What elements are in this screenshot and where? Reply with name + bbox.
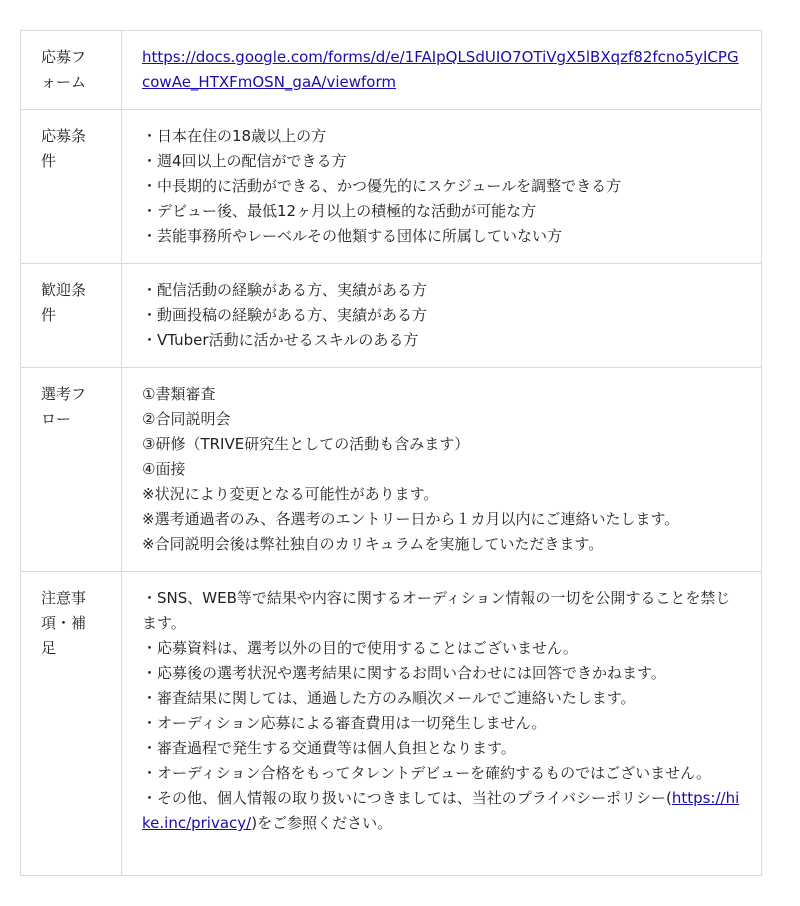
condition-item: ・中長期的に活動ができる、かつ優先的にスケジュールを調整できる方 — [142, 177, 622, 195]
privacy-suffix: )をご参照ください。 — [251, 814, 393, 832]
value-cell — [122, 110, 762, 264]
value-cell — [122, 31, 762, 110]
condition-item: ・日本在住の18歳以上の方 — [142, 127, 327, 145]
label-cell — [21, 368, 122, 572]
note-item: ・応募資料は、選考以外の目的で使用することはございません。 — [142, 639, 578, 657]
note-item: ・オーディション合格をもってタレントデビューを確約するものではございません。 — [142, 764, 712, 782]
label-cell — [21, 110, 122, 264]
value-cell — [122, 572, 762, 876]
row-notes — [21, 572, 762, 876]
flow-note: ※合同説明会後は弊社独自のカリキュラムを実施していただきます。 — [142, 535, 604, 553]
flow-item: ④面接 — [142, 460, 186, 478]
row-label-flow: 選考フロー — [41, 385, 87, 428]
flow-item: ②合同説明会 — [142, 410, 231, 428]
privacy-policy-link[interactable]: https://hike.inc/privacy/ — [142, 789, 740, 832]
note-item: ・オーディション応募による審査費用は一切発生しません。 — [142, 714, 547, 732]
value-cell — [122, 368, 762, 572]
privacy-prefix: ・その他、個人情報の取り扱いにつきましては、当社のプライバシーポリシー( — [142, 789, 672, 807]
condition-item: ・デビュー後、最低12ヶ月以上の積極的な活動が可能な方 — [142, 202, 537, 220]
note-item: ・審査結果に関しては、通過した方のみ順次メールでご連絡いたします。 — [142, 689, 636, 707]
welcome-item: ・配信活動の経験がある方、実績がある方 — [142, 281, 428, 299]
application-form-link[interactable]: https://docs.google.com/forms/d/e/1FAIpQLSdUIO7OTiVgX5lBXqzf82fcno5yICPGcowAe_HTXFmOSN_gaA/viewform — [142, 48, 739, 91]
flow-note: ※状況により変更となる可能性があります。 — [142, 485, 439, 503]
label-cell — [21, 264, 122, 368]
note-item: ・審査過程で発生する交通費等は個人負担となります。 — [142, 739, 516, 757]
audition-info-table — [20, 30, 762, 876]
flow-note: ※選考通過者のみ、各選考のエントリー日から１カ月以内にご連絡いたします。 — [142, 510, 680, 528]
flow-item: ①書類審査 — [142, 385, 216, 403]
label-cell — [21, 31, 122, 110]
label-cell — [21, 572, 122, 876]
row-label-conditions: 応募条件 — [41, 127, 87, 170]
row-label-welcome: 歓迎条件 — [41, 281, 87, 324]
privacy-note — [142, 786, 741, 836]
welcome-item: ・動画投稿の経験がある方、実績がある方 — [142, 306, 428, 324]
note-item: ・SNS、WEB等で結果や内容に関するオーディション情報の一切を公開することを禁じます。 — [142, 589, 731, 632]
row-label-notes: 注意事項・補足 — [41, 589, 87, 657]
condition-item: ・芸能事務所やレーベルその他類する団体に所属していない方 — [142, 227, 563, 245]
note-item: ・応募後の選考状況や選考結果に関するお問い合わせには回答できかねます。 — [142, 664, 666, 682]
welcome-item: ・VTuber活動に活かせるスキルのある方 — [142, 331, 419, 349]
row-application-form — [21, 31, 762, 110]
row-conditions — [21, 110, 762, 264]
row-welcome-conditions — [21, 264, 762, 368]
row-selection-flow — [21, 368, 762, 572]
value-cell — [122, 264, 762, 368]
row-label-application-form: 応募フォーム — [41, 48, 87, 91]
flow-item: ③研修（TRIVE研究生としての活動も含みます） — [142, 435, 470, 453]
condition-item: ・週4回以上の配信ができる方 — [142, 152, 347, 170]
